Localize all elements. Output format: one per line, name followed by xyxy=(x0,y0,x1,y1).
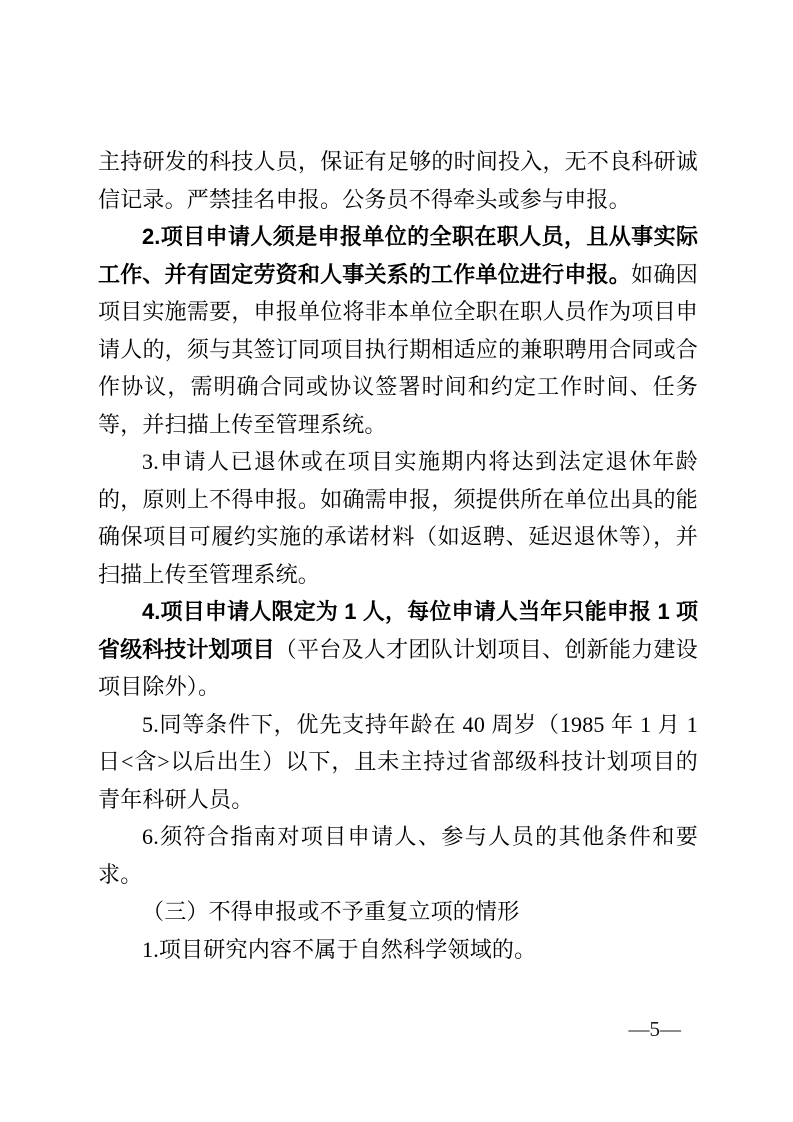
paragraph-item-3 xyxy=(98,443,698,593)
paragraph-continuation xyxy=(98,143,698,218)
paragraph-text: 6.须符合指南对项目申请人、参与人员的其他条件和要求。 xyxy=(98,824,698,887)
paragraph-bold-lead: 4.项目申请人限定为 1 人，每位申请人当年只能申报 1 项省级科技计划项目 xyxy=(98,599,698,662)
paragraph-item-6 xyxy=(98,818,698,893)
paragraph-text: 5.同等条件下，优先支持年龄在 40 周岁（1985 年 1 月 1 日<含>以后出生）以下，且未主持过省部级科技计划项目的青年科研人员。 xyxy=(98,711,698,812)
paragraph-text: 3.申请人已退休或在项目实施期内将达到法定退休年龄的，原则上不得申报。如确需申报，须提供所在单位出具的能确保项目可履约实施的承诺材料（如返聘、延迟退休等），并扫描上传至管理系统。 xyxy=(98,449,698,587)
paragraph-text: （平台及人才团队计划项目、创新能力建设项目除外）。 xyxy=(98,636,698,699)
paragraph-item-1-of-section-3 xyxy=(98,931,698,969)
paragraph-text: 1.项目研究内容不属于自然科学领域的。 xyxy=(142,936,537,962)
section-heading-3 xyxy=(98,893,698,931)
document-body xyxy=(98,143,698,968)
paragraph-item-4 xyxy=(98,593,698,706)
paragraph-item-5 xyxy=(98,706,698,819)
paragraph-text: 如确因项目实施需要，申报单位将非本单位全职在职人员作为项目申请人的，须与其签订同项目执行期相适应的兼职聘用合同或合作协议，需明确合同或协议签署时间和约定工作时间、任务等，并扫描上传至管理系统。 xyxy=(98,261,698,437)
paragraph-text: 主持研发的科技人员，保证有足够的时间投入，无不良科研诚信记录。严禁挂名申报。公务员不得牵头或参与申报。 xyxy=(98,149,698,212)
section-heading-text: （三）不得申报或不予重复立项的情形 xyxy=(142,899,520,924)
page-number: —5— xyxy=(628,1017,681,1041)
paragraph-bold-lead: 2.项目申请人须是申报单位的全职在职人员，且从事实际工作、并有固定劳资和人事关系的工作单位进行申报。 xyxy=(98,224,698,287)
paragraph-item-2 xyxy=(98,218,698,443)
